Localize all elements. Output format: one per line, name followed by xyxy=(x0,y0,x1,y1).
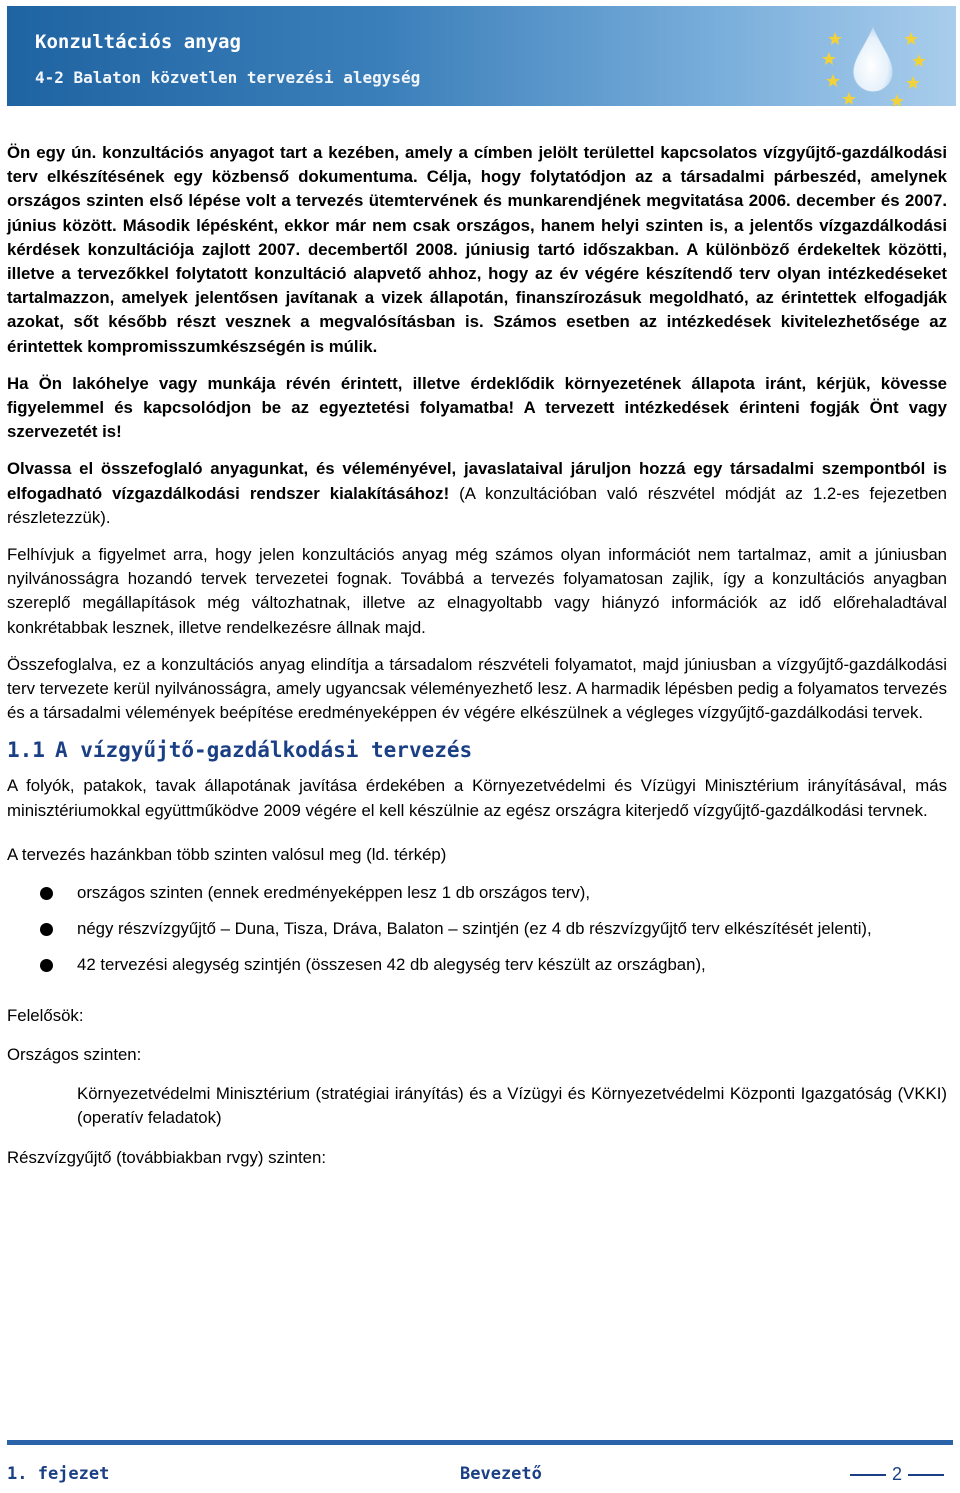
section-number: 1.1 xyxy=(7,738,45,763)
dash-icon xyxy=(850,1474,886,1476)
section-heading xyxy=(7,736,947,764)
read-summary-paragraph xyxy=(7,457,947,530)
bullet-icon xyxy=(40,923,53,936)
responsible-label: Felelősök: xyxy=(7,1005,84,1025)
national-responsible-text: Környezetvédelmi Minisztérium (stratégiai irányítás) és a Vízügyi és Környezetvédelmi Központi Igazgatóság (VKKI) (operatív feladatok) xyxy=(77,1084,947,1128)
list-item: négy részvízgyűjtő – Duna, Tisza, Dráva, Balaton – szintjén (ez 4 db részvízgyűjtő terv elkészítését jelenti), xyxy=(7,917,947,941)
bullet-icon xyxy=(40,887,53,900)
levels-intro: A tervezés hazánkban több szinten valósul meg (ld. térkép) xyxy=(7,844,447,864)
dash-icon xyxy=(908,1474,944,1476)
eu-water-drop-logo-icon xyxy=(815,8,935,108)
header-subtitle: 4-2 Balaton közvetlen tervezési alegység xyxy=(35,68,421,87)
document-body xyxy=(7,141,947,1170)
page-footer xyxy=(7,1464,950,1490)
read-summary-rest: (A konzultációban való részvétel módját az 1.2-es fejezetben részletezzük). xyxy=(7,483,948,527)
list-item: 42 tervezési alegység szintjén (összesen 42 db alegység terv készült az országban), xyxy=(7,953,947,977)
footer-page xyxy=(844,1464,950,1485)
bullet-icon xyxy=(40,959,53,972)
read-summary-bold: Olvassa el összefoglaló anyagunkat, és véleményével, javaslataival járuljon hozzá egy társadalmi szempontból is elfogadható vízgazdálkodási rendszer kialakításához! xyxy=(7,459,947,503)
national-label: Országos szinten: xyxy=(7,1044,142,1064)
page-number: 2 xyxy=(891,1464,902,1484)
section-title: A vízgyűjtő-gazdálkodási tervezés xyxy=(54,738,473,763)
notice-paragraph: Felhívjuk a figyelmet arra, hogy jelen konzultációs anyag még számos olyan információt nem tartalmaz, amit a júniusban nyilvánosságra hozandó tervek tervezetei fognak. Továbbá a tervezés folyamatosan zajlik, így a konzultációs anyagban szereplő megállapítások még változhatnak, illetve az elnagyoltabb vagy hiányzó információk az idő előrehaladtával konkrétabbak lesznek, illetve rendelkezésre állnak majd. xyxy=(7,545,947,637)
levels-list xyxy=(7,881,947,978)
footer-divider xyxy=(7,1440,953,1445)
page-header xyxy=(7,6,956,106)
call-to-action-paragraph: Ha Ön lakóhelye vagy munkája révén érintett, illetve érdeklődik környezetének állapota iránt, kérjük, kövesse figyelemmel és kapcsolódjon be az egyeztetési folyamatba! A tervezett intézkedések érinteni fogják Önt vagy szervezetét is! xyxy=(7,373,947,442)
section-intro-paragraph: A folyók, patakok, tavak állapotának javítása érdekében a Környezetvédelmi és Vízügyi Minisztérium irányításával, más minisztériumokkal együttműködve 2009 végére el kell készülnie az egész országra kiterjedő vízgyűjtő-gazdálkodási tervnek. xyxy=(7,776,947,820)
list-item: országos szinten (ennek eredményeképpen lesz 1 db országos terv), xyxy=(7,881,947,905)
subbasin-label: Részvízgyűjtő (továbbiakban rvgy) szinten: xyxy=(7,1147,326,1167)
summary-paragraph: Összefoglalva, ez a konzultációs anyag elindítja a társadalom részvételi folyamatot, majd júniusban a vízgyűjtő-gazdálkodási terv tervezete kerül nyilvánosságra, amely ugyancsak véleményezhető lesz. A harmadik lépésben pedig a folyamatos tervezés és a társadalmi vélemények beépítése eredményeképpen év végére elkészülnek a végleges vízgyűjtő-gazdálkodási tervek. xyxy=(7,654,947,723)
footer-title: Bevezető xyxy=(460,1464,542,1484)
intro-paragraph: Ön egy ún. konzultációs anyagot tart a kezében, amely a címben jelölt területtel kapcsolatos vízgyűjtő-gazdálkodási terv elkészítésének egy közbenső dokumentuma. Célja, hogy folytatódjon az a társadalmi párbeszéd, amelynek országos szinten első lépése volt a tervezés ütemtervének és munkarendjének megvitatása 2006. december és 2007. június között. Második lépésként, ekkor már nem csak országos, hanem helyi szinten is, a jelentős vízgazdálkodási kérdések konzultációja zajlott 2007. decembertől 2008. júniusig tartó időszakban. A különböző érdekeltek közötti, illetve a tervezőkkel folytatott konzultáció alapvető ahhoz, hogy az év végére készítendő terv olyan intézkedéseket tartalmazzon, amelyek jelentősen javítanak a vizek állapotán, finanszírozásuk megoldható, az érintettek elfogadják azokat, sőt később részt vesznek a megvalósításban is. Számos esetben az intézkedések kivitelezhetősége az érintettek kompromisszumkészségén is múlik. xyxy=(7,143,947,356)
footer-chapter: 1. fejezet xyxy=(7,1464,110,1484)
header-title: Konzultációs anyag xyxy=(35,31,241,53)
